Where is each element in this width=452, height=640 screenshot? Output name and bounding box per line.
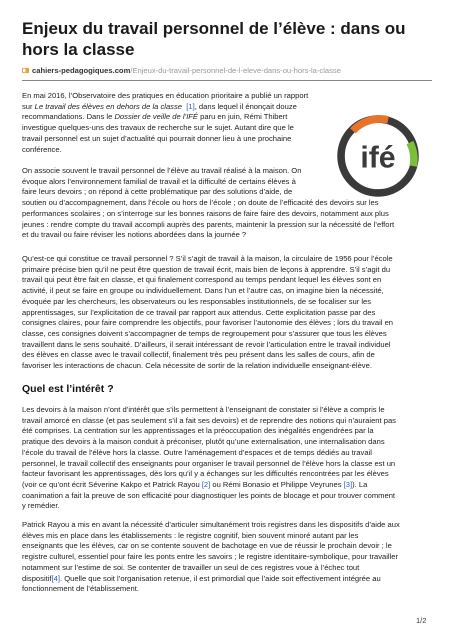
logo-text: ifé: [360, 141, 396, 175]
source-domain[interactable]: cahiers-pedagogiques.com: [32, 66, 131, 75]
source-line: [22, 66, 432, 81]
section-heading: Quel est l’intérêt ?: [22, 383, 114, 395]
footnote-link-1[interactable]: [1]: [186, 101, 195, 111]
footnote-link-3[interactable]: [3]: [343, 479, 353, 489]
footnote-link-4[interactable]: [4]: [51, 573, 60, 583]
paragraph-definition: Qu’est-ce qui constitue ce travail personnel ? S’il s’agit de travail à la maison, la circulaire de 1956 pour l’école primaire précise bien qu’il ne peut être question de travail écrit, mais bien de leçons à apprendre. S’il s’agit du travail qui peut être fait en classe, et qui finalement correspond au temps pendant lequel les élèves sont en activité, il peut se faire en groupe ou individuellement. Dans l’un et l’autre cas, on imagine bien la nécessité, évoquée par les chercheurs, les observateurs ou les responsables institutionnels, de se focaliser sur les apprentissages, sur l’explicitation de ce travail par rapport aux attendus. Cette explicitation passe par des consignes claires, pour faire comprendre les objectifs, pour favoriser l’autonomie des élèves ; lors du travail en classe, ces consignes doivent s’accompagner de temps de regroupement pour s’assurer que tous les élèves travaillent dans le sens souhaité. D’ailleurs, il serait intéressant de revoir l’articulation entre le travail individuel des élèves en classe avec le travail collectif, finalement très peu présent dans les salles de cours, afin de favoriser les interactions de chacun. Cela nécessite de sortir de la relation individuelle enseignant-élève.: [22, 254, 394, 371]
paragraph-interet: Les devoirs à la maison n’ont d’intérêt que s’ils permettent à l’enseignant de constater si l’élève a compris le travail amorcé en classe (et pas seulement s’il a fait ses devoirs) et de reprendre des notions qui n’auraient pas été comprises. La centration sur les apprentissages et la préoccupation des inégalités engendrées par la pratique des devoirs à la maison conduit à préconiser, plutôt qu’une externalisation, une internalisation dans l’école du travail de l’élève hors la classe. Outre l’aménagement d’espaces et de temps dédiés au travail personnel, le travail collectif des enseignants pour organiser le travail personnel de l’élève hors la classe est un facteur favorisant les apprentissages, dès lors qu’il y a échanges sur les difficultés rencontrées par les élèves (voir ce qu’ont écrit Séverine Kakpo et Patrick Rayou [2] ou Rémi Bonasio et Philippe Veyrunes [3]). La coanimation a fait la preuve de son efficacité pour diagnostiquer les points de blocage et pour trouver comment y remédier.: [22, 405, 396, 511]
page-number: 1/2: [416, 616, 427, 625]
page-title: Enjeux du travail personnel de l’élève : dans ou hors la classe: [22, 19, 406, 59]
paragraph-context: On associe souvent le travail personnel de l’élève au travail réalisé à la maison. On évoque alors l’environnement familial de travail et la difficulté de certains élèves à faire leurs devoirs ; on répond à cette problématique par des solutions d’aide, de soutien ou d’accompagnement, dans l’école ou hors de l’école ; on doute de l’efficacité des devoirs sur les performances scolaires ; on s’interroge sur les bonnes raisons de faire faire des devoirs, notamment aux plus jeunes : rendre compte du travail accompli auprès des parents, maintenir la pression sur la nécessité de l’effort et du travail ou faire réviser les notions abordées dans la journée ?: [22, 166, 395, 240]
source-path[interactable]: /Enjeux-du-travail-personnel-de-l-eleve-dans-ou-hors-la-classe: [130, 66, 341, 75]
paragraph-rayou: Patrick Rayou a mis en avant la nécessité d’articuler simultanément trois registres dans les dispositifs d’aide aux élèves mis en place dans les établissements : le registre cognitif, bien souvent minoré autant par les enseignants que les élèves, car on se contente souvent de bachotage en vue de réussir le prochain devoir ; le registre culturel, essentiel pour faire les ponts entre les savoirs ; le registre identitaire-symbolique, pour travailler notamment sur l’estime de soi. Se contenter de travailler un seul de ces registres voue à l’échec tout dispositif[4]. Quelle que soit l’organisation retenue, il est primordial que l’aide soit effectivement intégrée au fonctionnement de l’établissement.: [22, 520, 400, 594]
footnote-link-2[interactable]: [2]: [201, 479, 211, 489]
paragraph-intro: En mai 2016, l’Observatoire des pratiques en éducation prioritaire a publié un rapport sur Le travail des élèves en dehors de la classe [1], dans lequel il énonçait douze recommandations. Dans le Dossier de veille de l’IFÉ paru en juin, Rémi Thibert investigue quelques-uns des travaux de recherche sur le sujet. Autant dire que le travail personnel est un sujet d’actualité qui pourrait donner lieu à une prochaine conférence.: [22, 91, 309, 154]
site-favicon-icon: [22, 67, 29, 74]
